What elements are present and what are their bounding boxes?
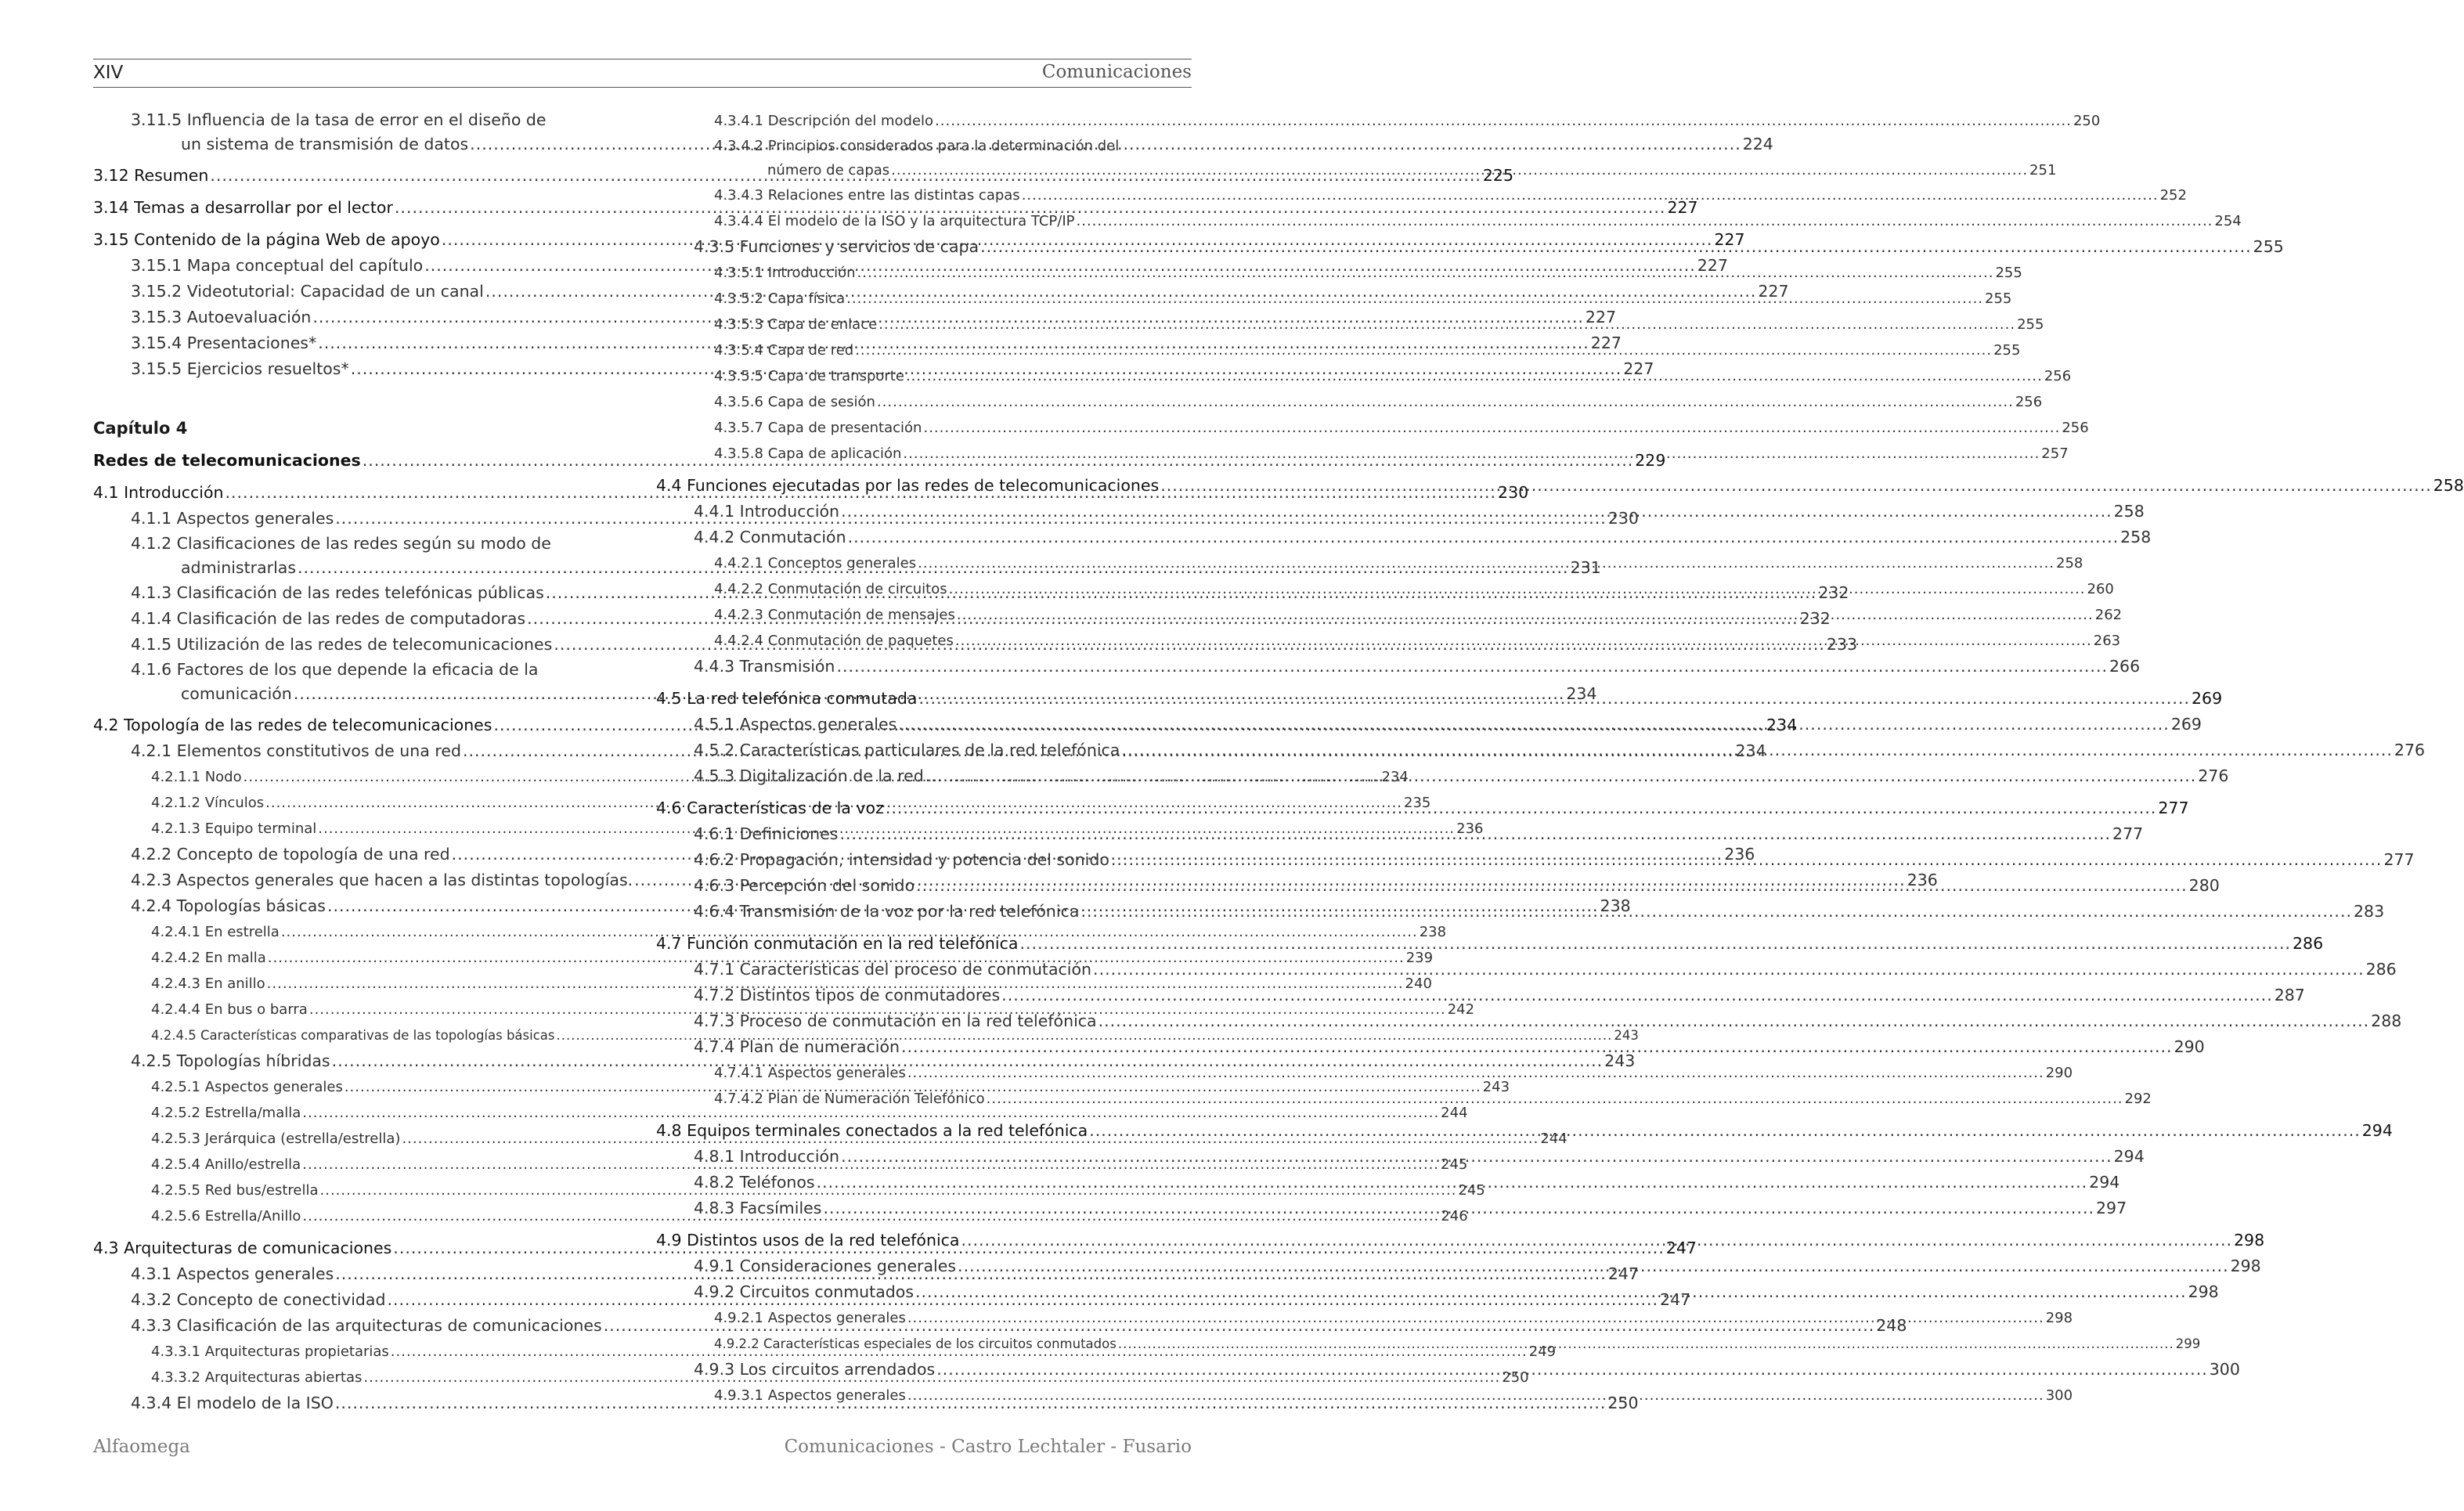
toc-page-number: 280	[2188, 876, 2220, 895]
toc-page-number: 234	[1566, 684, 1597, 703]
toc-page-number: 243	[1614, 1028, 1639, 1043]
toc-entry	[656, 654, 2141, 680]
dot-leader	[958, 1253, 2229, 1279]
toc-entry-title: 4.1.4 Clasificación de las redes de computadoras	[131, 609, 526, 628]
toc-entry-title: 4.9 Distintos usos de la red telefónica	[656, 1231, 960, 1250]
toc-entry-title: 4.1.2 Clasificaciones de las redes según su modo de	[131, 534, 551, 553]
toc-page-number: 292	[2124, 1091, 2152, 1107]
toc-page-number: 255	[2017, 316, 2044, 333]
toc-entry-title: 4.3.4.3 Relaciones entre las distintas capas	[714, 187, 1020, 204]
toc-entry-title: 4.7.1 Características del proceso de conmutación	[694, 960, 1092, 979]
toc-page-number: 249	[1528, 1343, 1557, 1360]
toc-page-number: 250	[2073, 113, 2101, 129]
toc-entry-title: 4.8.2 Teléfonos	[694, 1173, 815, 1192]
toc-entry-title: 4.6.1 Definiciones	[694, 824, 839, 843]
dot-leader	[957, 602, 2094, 628]
toc-entry-title: 4.2.4.1 En estrella	[151, 924, 280, 940]
toc-entry-title: 4.2.4.2 En malla	[151, 950, 266, 966]
toc-entry-title: 4.2.4.4 En bus o barra	[151, 1001, 308, 1018]
toc-entry-title: 4.3.3 Clasificación de las arquitecturas de comunicaciones	[131, 1316, 602, 1335]
dot-leader	[855, 337, 1992, 363]
toc-page-number: 244	[1441, 1105, 1468, 1121]
toc-entry-title: 4.1.6 Factores de los que depende la eficacia de la	[131, 660, 539, 679]
toc-page-number: 234	[1381, 769, 1409, 785]
toc-page-number: 255	[1995, 265, 2022, 281]
toc-entry-title: 4.2.1.2 Vínculos	[151, 795, 265, 811]
toc-entry-title-cont: número de capas	[767, 162, 890, 179]
toc-page-number: 230	[1607, 509, 1639, 528]
toc-entry-title: 4.6.2 Propagación, intensidad y potencia del sonido	[694, 850, 1109, 869]
toc-page-number: 227	[1623, 359, 1654, 378]
toc-page-number: 258	[2113, 502, 2145, 521]
toc-entry-title: 4.7 Función conmutación en la red telefónica	[656, 934, 1019, 953]
toc-entry-title: 4.2.1 Elementos constitutivos de una red	[131, 741, 461, 760]
toc-entry-title: 4.7.4.1 Aspectos generales	[714, 1065, 906, 1081]
toc-entry	[656, 208, 2242, 234]
toc-page-number: 234	[1735, 741, 1766, 760]
dot-leader	[915, 1279, 2187, 1305]
toc-entry-title: 4.3.2 Concepto de conectividad	[131, 1290, 386, 1309]
toc-page-number: 262	[2094, 607, 2123, 623]
toc-page-number: 260	[2087, 581, 2114, 597]
toc-entry-title: 4.2.4 Topologías básicas	[131, 896, 326, 915]
toc-entry-title: 4.5 La red telefónica conmutada	[656, 689, 918, 708]
toc-page-number: 255	[1985, 290, 2012, 307]
toc-page-number: 290	[2045, 1065, 2073, 1081]
dot-leader	[903, 441, 2040, 467]
toc-entry-title: 4.2.4.3 En anillo	[151, 975, 265, 992]
toc-entry-title: 4.3.4 El modelo de la ISO	[131, 1394, 334, 1412]
toc-entry-title: 4.4.3 Transmisión	[694, 657, 835, 676]
toc-entry-title: 4.2.5.6 Estrella/Anillo	[151, 1208, 301, 1224]
toc-page-number: 233	[1826, 635, 1858, 654]
dot-leader	[836, 654, 2108, 680]
toc-page-number: 229	[1635, 451, 1666, 470]
toc-page-number: 254	[2214, 213, 2242, 229]
toc-entry-title: 4.5.3 Digitalización de la red	[694, 766, 924, 785]
toc-entry-title: 4.6 Características de la voz	[656, 799, 884, 817]
toc-page-number: 255	[2253, 237, 2284, 256]
toc-entry-title: 4.3.5.7 Capa de presentación	[714, 420, 922, 436]
toc-entry-title: 4.7.4 Plan de numeración	[694, 1037, 900, 1056]
toc-page-number: 298	[2230, 1257, 2261, 1275]
toc-entry-title: 3.15.4 Presentaciones*	[131, 334, 317, 352]
toc-entry-title: 4.7.3 Proceso de conmutación en la red telefónica	[694, 1012, 1097, 1030]
toc-page-number: 277	[2158, 799, 2189, 817]
toc-page-number: 232	[1818, 583, 1849, 602]
toc-page-number: 250	[1607, 1394, 1639, 1412]
toc-page-number: 263	[2093, 633, 2121, 649]
toc-entry-title: 4.2.5.1 Aspectos generales	[151, 1079, 343, 1095]
toc-entry-title: 4.4.2.3 Conmutación de mensajes	[714, 607, 955, 623]
dot-leader	[1099, 1008, 2370, 1034]
toc-entry-title: 4.9.2.2 Características especiales de los circuitos conmutados	[714, 1336, 1117, 1351]
dot-leader	[918, 686, 2190, 712]
toc-entry-title: 4.2.5.3 Jerárquica (estrella/estrella)	[151, 1131, 401, 1147]
toc-page-number: 245	[1441, 1156, 1468, 1173]
toc-page-number: 227	[1697, 256, 1728, 275]
dot-leader	[1111, 847, 2383, 873]
toc-page-number: 236	[1456, 820, 1484, 837]
toc-page-number: 234	[1766, 716, 1798, 734]
toc-entry-title: 4.3.4.1 Descripción del modelo	[714, 113, 934, 129]
chapter-heading: Capítulo 4	[93, 419, 188, 438]
toc-entry-title: 4.2.4.5 Características comparativas de las topologías básicas	[151, 1028, 555, 1043]
toc-entry-title: 4.9.3 Los circuitos arrendados	[694, 1360, 936, 1379]
toc-page-number: 239	[1405, 950, 1434, 966]
toc-page-number: 298	[2188, 1282, 2219, 1301]
toc-page-number: 300	[2045, 1387, 2073, 1404]
toc-page-number: 258	[2433, 476, 2464, 495]
toc-entry-title: 4.3.4.2 Principios considerados para la determinación del	[714, 138, 1120, 154]
toc-entry-title: 4.4.2 Conmutación	[694, 528, 846, 546]
toc-page-number: 238	[1600, 896, 1631, 915]
toc-entry-title: 4.5.1 Aspectos generales	[694, 715, 897, 734]
toc-page-number: 247	[1660, 1290, 1691, 1309]
toc-entry-title-cont: administrarlas	[181, 558, 297, 577]
toc-page-number: 245	[1458, 1182, 1485, 1199]
toc-entry-title: 4.9.3.1 Aspectos generales	[714, 1387, 906, 1404]
toc-entry-title: 4.3.3.1 Arquitecturas propietarias	[151, 1343, 389, 1360]
toc-page-number: 294	[2361, 1121, 2393, 1140]
toc-entry-title: 4.4 Funciones ejecutadas por las redes de telecomunicaciones	[656, 476, 1160, 495]
dot-leader	[961, 1228, 2232, 1253]
toc-entry-title: 4.8.1 Introducción	[694, 1147, 840, 1166]
toc-page-number: 247	[1607, 1264, 1639, 1283]
toc-entry-title: 3.11.5 Influencia de la tasa de error en el diseño de	[131, 110, 547, 129]
toc-page-number: 294	[2089, 1173, 2120, 1192]
dot-leader	[1121, 737, 2393, 763]
toc-entry	[656, 108, 2101, 134]
toc-entry-title: 4.2.2 Concepto de topología de una red	[131, 845, 450, 864]
dot-leader	[923, 415, 2060, 441]
toc-entry-title: 4.6.4 Transmisión de la voz por la red telefónica	[694, 902, 1080, 921]
toc-entry-title: 4.3.4.4 El modelo de la ISO y la arquitectura TCP/IP	[714, 213, 1075, 229]
toc-page-number: 286	[2292, 934, 2324, 953]
dot-leader	[898, 712, 2170, 737]
dot-leader	[1080, 899, 2352, 925]
toc-entry-title: 4.7.4.2 Plan de Numeración Telefónico	[714, 1091, 985, 1107]
toc-page-number: 257	[2041, 445, 2069, 462]
publisher-name: Alfaomega	[93, 1437, 190, 1457]
toc-page-number: 288	[2371, 1012, 2402, 1030]
toc-entry	[93, 1100, 1468, 1126]
dot-leader	[980, 234, 2252, 260]
dot-leader	[925, 763, 2197, 789]
toc-page-number: 243	[1604, 1051, 1636, 1070]
dot-leader	[1118, 1331, 2174, 1357]
dot-leader	[846, 286, 1983, 312]
toc-page-number: 227	[1758, 282, 1789, 301]
dot-leader	[878, 312, 2015, 337]
toc-page-number: 287	[2274, 986, 2305, 1004]
toc-entry-title: 4.4.2.4 Conmutación de paquetes	[714, 633, 954, 649]
toc-page-number: 232	[1799, 609, 1831, 628]
toc-page-number: 276	[2198, 766, 2229, 785]
toc-page-number: 297	[2096, 1199, 2127, 1217]
toc-entry-title: 4.1.5 Utilización de las redes de telecomunicaciones	[131, 635, 553, 654]
toc-entry-title: 3.14 Temas a desarrollar por el lector	[93, 198, 393, 217]
toc-page-number: 276	[2394, 741, 2426, 759]
toc-entry-title: 4.8.3 Facsímiles	[694, 1199, 822, 1217]
toc-entry	[656, 525, 2152, 550]
toc-page-number: 227	[1585, 308, 1617, 326]
toc-page-number: 227	[1714, 230, 1745, 249]
toc-page-number: 255	[1993, 342, 2021, 359]
dot-leader	[1093, 957, 2365, 983]
dot-leader	[877, 389, 2014, 415]
dot-leader	[955, 628, 2092, 654]
dot-leader	[1089, 1118, 2361, 1144]
toc-entry-title: 4.3.5.2 Capa física	[714, 290, 846, 307]
dot-leader	[841, 1144, 2112, 1170]
toc-entry-title: 4.2.1.1 Nodo	[151, 769, 242, 785]
toc-entry-title: 4.3.1 Aspectos generales	[131, 1264, 334, 1283]
dot-leader	[886, 795, 2157, 821]
toc-entry-title: 4.3.5 Funciones y servicios de capa	[694, 237, 979, 256]
toc-page-number: 247	[1665, 1239, 1697, 1257]
page-number: XIV	[93, 63, 124, 83]
toc-entry-title: 4.3.5.8 Capa de aplicación	[714, 445, 902, 462]
toc-entry-title: 4.9.1 Consideraciones generales	[694, 1257, 957, 1275]
toc-page-number: 246	[1441, 1208, 1468, 1224]
dot-leader	[841, 499, 2112, 525]
toc-page-number: 231	[1570, 558, 1601, 577]
toc-entry-title: 4.3.5.6 Capa de sesión	[714, 394, 875, 410]
page-header	[93, 59, 1192, 88]
toc-entry-title: 4.3.5.4 Capa de red	[714, 342, 854, 359]
toc-page-number: 224	[1742, 135, 1773, 153]
toc-entry-title: 4.7.2 Distintos tipos de conmutadores	[694, 986, 1001, 1004]
toc-page-number: 252	[2159, 187, 2187, 204]
toc-entry-title: 4.1.3 Clasificación de las redes telefónicas públicas	[131, 583, 544, 602]
toc-page-number: 243	[1482, 1079, 1510, 1095]
toc-entry-title: 4.2.5.2 Estrella/malla	[151, 1105, 301, 1121]
toc-page-number: 294	[2113, 1147, 2145, 1166]
dot-leader	[907, 1305, 2044, 1331]
toc-entry-title: 3.15 Contenido de la página Web de apoyo	[93, 230, 440, 249]
toc-entry-title: 4.3.3.2 Arquitecturas abiertas	[151, 1369, 363, 1386]
toc-entry-title: 4.3.5.3 Capa de enlace	[714, 316, 878, 333]
toc-page-number: 266	[2109, 657, 2141, 676]
toc-page-number: 277	[2383, 850, 2415, 869]
dot-leader	[817, 1170, 2088, 1195]
toc-entry-title: 4.4.2.2 Conmutación de circuitos	[714, 581, 947, 597]
toc-page-number: 251	[2029, 162, 2057, 179]
toc-entry	[656, 415, 2089, 441]
toc-page-number: 227	[1667, 198, 1698, 217]
toc-page-number: 236	[1907, 871, 1938, 889]
toc-page-number: 225	[1482, 166, 1514, 185]
toc-page-number: 277	[2112, 824, 2144, 843]
toc-page-number: 286	[2365, 960, 2397, 979]
toc-entry-title-cont: un sistema de transmisión de datos	[181, 135, 469, 153]
toc-entry-title: 4.1.1 Aspectos generales	[131, 509, 334, 528]
toc-entry-title: 3.15.2 Videotutorial: Capacidad de un canal	[131, 282, 484, 301]
dot-leader	[1001, 983, 2273, 1008]
toc-page-number: 269	[2191, 689, 2223, 708]
toc-page-number: 248	[1876, 1316, 1907, 1335]
dot-leader	[1019, 931, 2291, 957]
toc-page-number: 298	[2045, 1310, 2073, 1326]
dot-leader	[1160, 473, 2432, 499]
dot-leader	[901, 1034, 2173, 1060]
dot-leader	[918, 550, 2055, 576]
toc-entry-title: 4.3 Arquitecturas de comunicaciones	[93, 1239, 392, 1257]
toc-page-number: 256	[2015, 394, 2043, 410]
dot-leader	[891, 158, 2028, 182]
toc-page-number: 258	[2120, 528, 2152, 546]
dot-leader	[916, 873, 2188, 899]
toc-entry-title: 3.15.1 Mapa conceptual del capítulo	[131, 256, 424, 275]
toc-page-number: 230	[1498, 483, 1529, 502]
toc-entry-title: 4.3.5.5 Capa de transporte	[714, 368, 904, 384]
toc-page-number: 240	[1405, 975, 1432, 992]
toc-entry-title: 4.2.5 Topologías híbridas	[131, 1051, 330, 1070]
toc-entry	[656, 389, 2043, 415]
toc-entry-title: 4.6.3 Percepción del sonido	[694, 876, 915, 895]
toc-page-number: 244	[1540, 1131, 1568, 1147]
toc-entry-title: 4.2.1.3 Equipo terminal	[151, 820, 317, 837]
dot-leader	[906, 363, 2043, 389]
toc-page-number: 298	[2234, 1231, 2265, 1250]
toc-entry-title: 4.5.2 Características particulares de la red telefónica	[694, 741, 1120, 759]
dot-leader	[949, 576, 2086, 602]
toc-entry-title-cont: comunicación	[181, 684, 292, 703]
toc-entry-title: 4.1 Introducción	[93, 483, 224, 502]
toc-entry-title: 3.15.3 Autoevaluación	[131, 308, 312, 326]
dot-leader	[935, 108, 2072, 134]
toc-entry-title: Redes de telecomunicaciones	[93, 451, 361, 470]
toc-page-number: 256	[2044, 368, 2072, 384]
toc-entry-title: 4.3.5.1 Introducción	[714, 265, 856, 281]
toc-page-number: 236	[1724, 845, 1755, 864]
toc-page-number: 290	[2174, 1037, 2205, 1056]
toc-entry-title: 4.4.1 Introducción	[694, 502, 840, 521]
toc-page-number: 258	[2056, 555, 2083, 572]
dot-leader	[857, 260, 1994, 286]
toc-page-number: 250	[1502, 1369, 1529, 1386]
book-credit: Comunicaciones - Castro Lechtaler - Fusario	[784, 1437, 1192, 1457]
dot-leader	[1022, 182, 2159, 208]
toc-page-number: 227	[1590, 334, 1622, 352]
toc-entry-title: 3.15.5 Ejercicios resueltos*	[131, 359, 349, 378]
toc-entry-title: 4.4.2.1 Conceptos generales	[714, 555, 917, 572]
toc-page-number: 238	[1419, 924, 1447, 940]
dot-leader	[987, 1086, 2123, 1112]
dot-leader	[848, 525, 2119, 550]
toc-page-number: 300	[2209, 1360, 2240, 1379]
dot-leader	[823, 1195, 2094, 1221]
dot-leader	[936, 1357, 2208, 1383]
toc-page-number: 242	[1447, 1001, 1475, 1018]
toc-page-number: 235	[1404, 795, 1431, 811]
toc-page-number: 299	[2175, 1336, 2201, 1351]
toc-entry-title: 4.9.2 Circuitos conmutados	[694, 1282, 915, 1301]
toc-entry-title: 4.2.3 Aspectos generales que hacen a las distintas topologías.	[131, 871, 633, 889]
running-title: Comunicaciones	[1041, 62, 1192, 82]
dot-leader	[839, 821, 2111, 847]
toc-page-number: 269	[2170, 715, 2202, 734]
toc-entry-title: 4.9.2.1 Aspectos generales	[714, 1310, 906, 1326]
dot-leader	[1077, 208, 2213, 234]
toc-entry-title: 4.2 Topología de las redes de telecomunicaciones	[93, 716, 492, 734]
dot-leader	[907, 1060, 2044, 1086]
toc-page-number: 283	[2354, 902, 2385, 921]
toc-entry-title: 4.2.5.4 Anillo/estrella	[151, 1156, 301, 1173]
toc-entry-title: 4.8 Equipos terminales conectados a la red telefónica	[656, 1121, 1088, 1140]
toc-page-number: 256	[2062, 420, 2089, 436]
toc-entry-title: 4.2.5.5 Red bus/estrella	[151, 1182, 319, 1199]
dot-leader	[907, 1383, 2044, 1408]
toc-entry-title: 3.12 Resumen	[93, 166, 209, 185]
